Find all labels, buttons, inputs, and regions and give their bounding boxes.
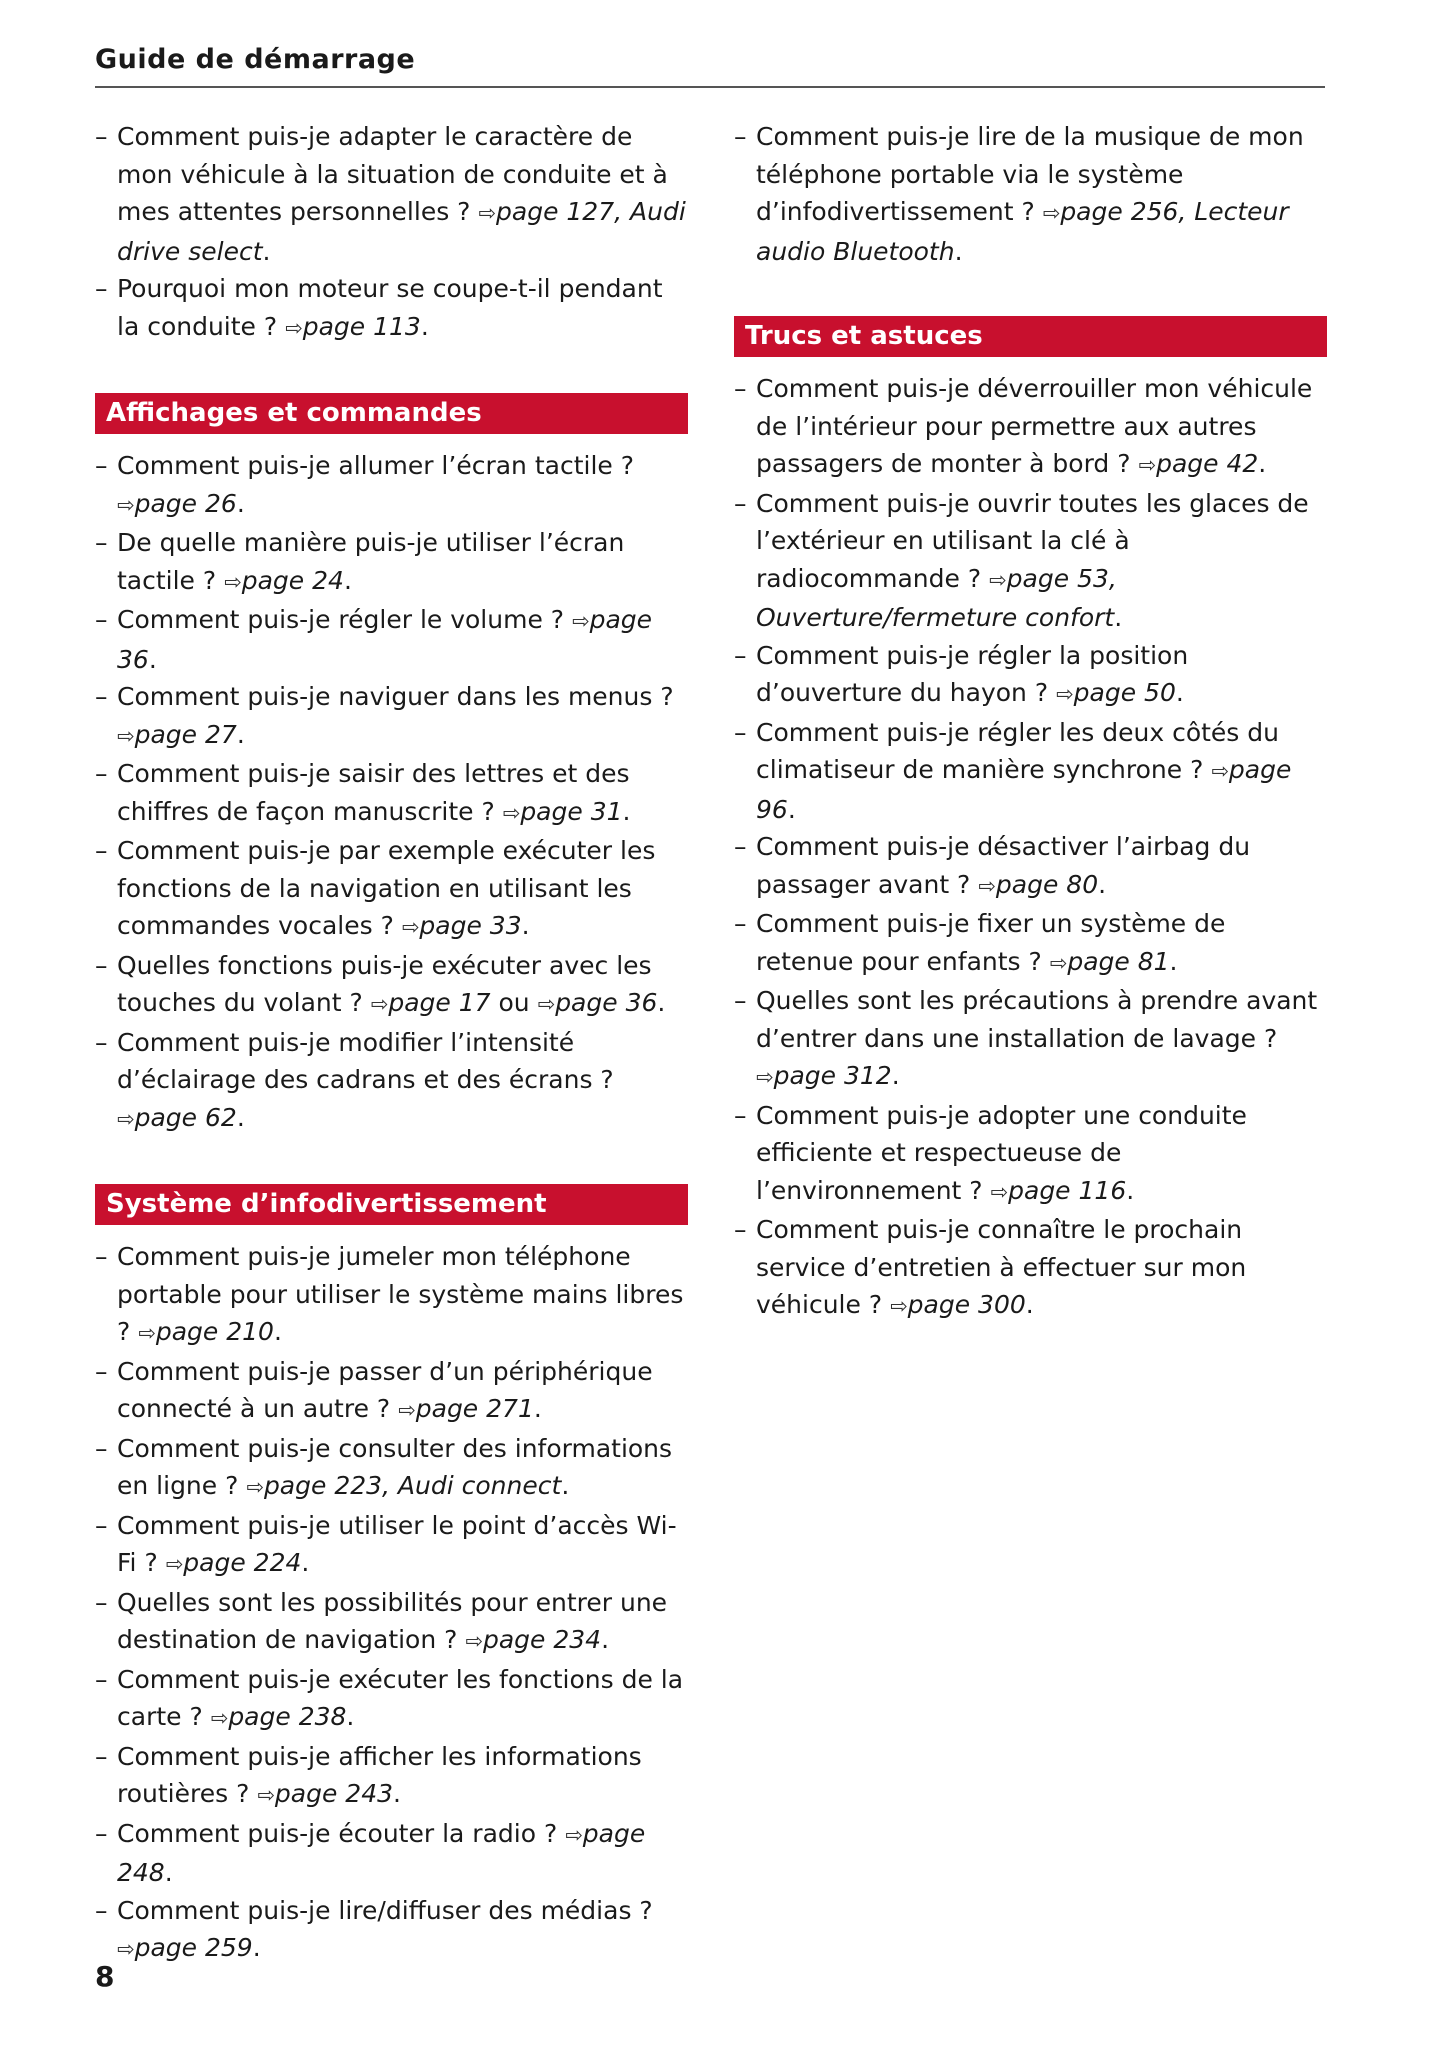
page-reference-link[interactable]: page 24 — [241, 565, 344, 595]
cross-reference-arrow-icon: ⇨ — [565, 1822, 583, 1847]
list-dash: – — [95, 528, 108, 557]
right-column — [734, 118, 1327, 1372]
question-item — [95, 1353, 688, 1430]
question-text: Comment puis-je naviguer dans les menus ? — [117, 682, 674, 711]
question-text: Comment puis-je désactiver l’airbag du passager avant ? — [756, 832, 1251, 899]
page-reference-link[interactable]: page 248 — [117, 1818, 646, 1887]
list-dash: – — [734, 488, 747, 518]
cross-reference-arrow-icon: ⇨ — [117, 1937, 135, 1961]
sentence-end: . — [1175, 678, 1184, 707]
list-dash: – — [95, 1510, 108, 1540]
question-text: Comment puis-je adapter le caractère de mon véhicule à la situation de conduite et à mes attentes personnelles ? — [117, 122, 668, 226]
list-dash: – — [95, 759, 108, 788]
page-reference-link[interactable]: page 62 — [134, 1102, 237, 1132]
question-text: Comment puis-je afficher les informations routières ? — [117, 1741, 642, 1808]
page-reference-link[interactable]: page 238 — [228, 1702, 347, 1731]
cross-reference-arrow-icon: ⇨ — [1049, 950, 1068, 975]
question-text: Pourquoi mon moteur se coupe-t-il pendant la conduite ? — [117, 274, 663, 341]
sentence-end: . — [346, 1702, 355, 1731]
cross-reference-arrow-icon: ⇨ — [370, 992, 389, 1016]
sentence-end: . — [148, 644, 157, 674]
page-reference-link[interactable]: page 271 — [415, 1394, 534, 1423]
sentence-end: . — [1114, 603, 1123, 632]
page-reference-link[interactable]: page 243 — [274, 1779, 394, 1808]
sentence-end: . — [1258, 449, 1267, 478]
page-reference-link[interactable]: page 17 — [388, 988, 491, 1017]
question-item — [95, 118, 688, 270]
question-item — [95, 447, 688, 524]
page-reference-link[interactable]: page 259 — [134, 1933, 253, 1962]
question-text: Comment puis-je allumer l’écran tactile ? — [117, 451, 634, 480]
connector-text: ou — [498, 988, 530, 1017]
question-item — [734, 370, 1327, 485]
page-reference-link[interactable]: page 53, Ouverture/fermeture confort — [756, 563, 1117, 632]
page-reference-link[interactable]: page 224 — [183, 1548, 302, 1577]
page-number: 8 — [95, 1960, 115, 1993]
cross-reference-arrow-icon: ⇨ — [224, 569, 242, 594]
question-text: Comment puis-je régler le volume ? — [117, 605, 565, 634]
cross-reference-arrow-icon: ⇨ — [257, 1783, 275, 1807]
question-item — [734, 118, 1327, 270]
sentence-end: . — [420, 311, 429, 341]
question-list — [95, 1238, 688, 1969]
list-dash: – — [734, 909, 747, 938]
section-header: Système d’infodivertissement — [95, 1184, 688, 1225]
cross-reference-arrow-icon: ⇨ — [756, 1065, 774, 1089]
question-list — [734, 118, 1327, 270]
page-reference-link[interactable]: page 210 — [155, 1317, 274, 1346]
sentence-end: . — [521, 911, 530, 940]
question-item — [734, 1097, 1327, 1212]
list-dash: – — [95, 1741, 108, 1771]
page-reference-link[interactable]: page 27 — [134, 719, 237, 749]
cross-reference-arrow-icon: ⇨ — [478, 201, 497, 225]
list-dash: – — [734, 717, 747, 747]
question-text: Quelles fonctions puis-je exécuter avec les touches du volant ? — [117, 950, 652, 1017]
question-item — [95, 601, 688, 678]
question-item — [95, 1815, 688, 1892]
cross-reference-arrow-icon: ⇨ — [285, 315, 303, 340]
question-text: Comment puis-je adopter une conduite efficiente et respectueuse de l’environnement ? — [756, 1100, 1247, 1205]
sentence-end: . — [561, 1471, 570, 1500]
question-text: Comment puis-je régler les deux côtés du climatiseur de manière synchrone ? — [756, 717, 1279, 784]
question-item — [734, 982, 1327, 1097]
list-dash: – — [95, 1242, 108, 1271]
faq-section — [95, 1184, 688, 1969]
question-text: Comment puis-je exécuter les fonctions de la carte ? — [117, 1664, 684, 1731]
question-text: Comment puis-je écouter la radio ? — [117, 1818, 558, 1848]
cross-reference-arrow-icon: ⇨ — [401, 915, 420, 939]
faq-section — [95, 393, 688, 1138]
question-item — [95, 1584, 688, 1661]
sentence-end: . — [262, 236, 271, 266]
cross-reference-arrow-icon: ⇨ — [117, 1106, 135, 1131]
sentence-end: . — [601, 1625, 610, 1654]
cross-reference-arrow-icon: ⇨ — [978, 873, 996, 898]
question-item — [95, 524, 688, 601]
list-dash: – — [95, 1433, 108, 1463]
question-item — [95, 1507, 688, 1584]
page-reference-link[interactable]: page 31 — [520, 796, 623, 826]
question-list — [95, 447, 688, 1138]
question-item — [95, 1738, 688, 1815]
page-reference-link[interactable]: page 50 — [1073, 678, 1176, 707]
list-dash: – — [95, 1895, 108, 1925]
list-dash: – — [95, 451, 108, 480]
cross-reference-arrow-icon: ⇨ — [210, 1706, 229, 1730]
question-text: Quelles sont les précautions à prendre avant d’entrer dans une installation de lavage ? — [756, 986, 1318, 1053]
list-dash: – — [95, 605, 108, 634]
question-item — [95, 1024, 688, 1139]
sentence-end: . — [1126, 1175, 1135, 1205]
question-item — [95, 832, 688, 947]
sentence-end: . — [164, 1858, 173, 1887]
question-text: Comment puis-je fixer un système de retenue pour enfants ? — [756, 909, 1226, 976]
question-text: Comment puis-je déverrouiller mon véhicule de l’intérieur pour permettre aux autres passagers de monter à bord ? — [756, 374, 1313, 478]
sentence-end: . — [236, 488, 245, 518]
sentence-end: . — [954, 236, 963, 266]
cross-reference-arrow-icon: ⇨ — [890, 1294, 908, 1318]
sentence-end: . — [273, 1317, 282, 1346]
cross-reference-arrow-icon: ⇨ — [1056, 682, 1074, 706]
list-dash: – — [95, 950, 108, 980]
page-reference-link[interactable]: page 96 — [756, 755, 1292, 824]
page-reference-link[interactable]: page 81 — [1067, 946, 1170, 976]
question-item — [95, 1661, 688, 1738]
list-dash: – — [95, 1027, 108, 1057]
question-text: Comment puis-je consulter des informations en ligne ? — [117, 1433, 673, 1500]
page-reference-link[interactable]: page 234 — [482, 1625, 602, 1654]
cross-reference-arrow-icon: ⇨ — [572, 609, 590, 633]
sentence-end: . — [1025, 1290, 1034, 1319]
faq-section — [734, 316, 1327, 1326]
sentence-end: . — [1098, 869, 1107, 899]
page-reference-link[interactable]: page 36 — [117, 605, 653, 674]
sentence-end: . — [236, 1102, 245, 1132]
list-dash: – — [734, 122, 747, 151]
sentence-end: . — [393, 1779, 401, 1808]
cross-reference-arrow-icon: ⇨ — [117, 492, 135, 517]
cross-reference-arrow-icon: ⇨ — [246, 1475, 264, 1499]
question-item — [95, 947, 688, 1024]
left-column — [95, 118, 688, 2015]
page-reference-link[interactable]: page 42 — [1156, 449, 1259, 478]
sentence-end: . — [301, 1548, 310, 1577]
question-item — [734, 905, 1327, 982]
question-item — [95, 1892, 688, 1969]
question-text: Comment puis-je utiliser le point d’accès Wi-Fi ? — [117, 1510, 677, 1577]
cross-reference-arrow-icon: ⇨ — [989, 567, 1007, 592]
question-list — [734, 370, 1327, 1326]
question-item — [734, 1211, 1327, 1326]
question-item — [95, 1430, 688, 1507]
question-text: Comment puis-je ouvrir toutes les glaces de l’extérieur en utilisant la clé à radiocommande ? — [756, 488, 1309, 593]
page-reference-link[interactable]: page 26 — [134, 488, 237, 518]
faq-section — [734, 118, 1327, 270]
list-dash: – — [734, 832, 747, 861]
page-reference-link[interactable]: page 80 — [995, 869, 1099, 899]
sentence-end: . — [252, 1933, 261, 1962]
question-text: Comment puis-je modifier l’intensité d’éclairage des cadrans et des écrans ? — [117, 1027, 614, 1094]
list-dash: – — [95, 274, 108, 303]
question-text: Comment puis-je lire de la musique de mon téléphone portable via le système d’infodivertissement ? — [756, 122, 1304, 226]
list-dash: – — [95, 122, 108, 151]
cross-reference-arrow-icon: ⇨ — [117, 723, 135, 748]
sentence-end: . — [787, 794, 796, 824]
list-dash: – — [95, 1664, 108, 1694]
question-text: De quelle manière puis-je utiliser l’écran tactile ? — [117, 528, 625, 595]
list-dash: – — [95, 1587, 108, 1617]
question-item — [734, 637, 1327, 714]
question-text: Comment puis-je passer d’un périphérique connecté à un autre ? — [117, 1356, 653, 1423]
cross-reference-arrow-icon: ⇨ — [165, 1552, 184, 1576]
sentence-end: . — [236, 719, 245, 749]
cross-reference-arrow-icon: ⇨ — [502, 800, 521, 825]
cross-reference-arrow-icon: ⇨ — [138, 1321, 156, 1345]
section-header: Trucs et astuces — [734, 316, 1327, 357]
list-dash: – — [734, 640, 747, 670]
question-text: Comment puis-je régler la position d’ouverture du hayon ? — [756, 640, 1189, 707]
question-item — [734, 714, 1327, 829]
question-text: Comment puis-je jumeler mon téléphone portable pour utiliser le système mains libres ? — [117, 1242, 684, 1346]
page-reference-link[interactable]: page 36 — [555, 988, 658, 1017]
list-dash: – — [95, 682, 108, 711]
cross-reference-arrow-icon: ⇨ — [1211, 759, 1229, 783]
header-divider — [95, 86, 1325, 88]
cross-reference-arrow-icon: ⇨ — [990, 1179, 1009, 1204]
sentence-end: . — [891, 1061, 900, 1090]
page-reference-link[interactable]: page 223, Audi connect — [263, 1471, 562, 1500]
cross-reference-arrow-icon: ⇨ — [1138, 453, 1157, 477]
faq-section — [95, 118, 688, 347]
question-list — [95, 118, 688, 347]
section-header: Affichages et commandes — [95, 393, 688, 434]
sentence-end: . — [657, 988, 666, 1017]
question-text: Comment puis-je saisir des lettres et des chiffres de façon manuscrite ? — [117, 759, 630, 826]
cross-reference-arrow-icon: ⇨ — [465, 1629, 483, 1653]
cross-reference-arrow-icon: ⇨ — [398, 1398, 416, 1422]
question-item — [734, 485, 1327, 637]
cross-reference-arrow-icon: ⇨ — [537, 992, 556, 1016]
question-text: Comment puis-je connaître le prochain service d’entretien à effectuer sur mon véhicule ? — [756, 1215, 1247, 1319]
page-reference-link[interactable]: page 300 — [907, 1290, 1026, 1319]
running-header-title: Guide de démarrage — [95, 44, 416, 75]
page-reference-link[interactable]: page 127, Audi drive select — [117, 197, 686, 266]
page-reference-link[interactable]: page 113 — [302, 311, 421, 341]
list-dash: – — [734, 1215, 747, 1244]
question-text: Comment puis-je lire/diffuser des médias ? — [117, 1895, 653, 1925]
question-item — [95, 1238, 688, 1353]
list-dash: – — [734, 374, 747, 403]
question-item — [734, 828, 1327, 905]
sentence-end: . — [1169, 946, 1178, 976]
question-item — [95, 678, 688, 755]
page-reference-link[interactable]: page 116 — [1008, 1175, 1127, 1205]
list-dash: – — [95, 836, 108, 865]
question-item — [95, 270, 688, 347]
list-dash: – — [95, 1818, 108, 1848]
page-reference-link[interactable]: page 256, Lecteur audio Bluetooth — [756, 197, 1289, 266]
page-reference-link[interactable]: page 312 — [773, 1061, 892, 1090]
question-text: Comment puis-je par exemple exécuter les fonctions de la navigation en utilisant les commandes vocales ? — [117, 836, 656, 940]
cross-reference-arrow-icon: ⇨ — [1042, 201, 1061, 225]
sentence-end: . — [622, 796, 631, 826]
list-dash: – — [95, 1356, 108, 1386]
sentence-end: . — [343, 565, 352, 595]
list-dash: – — [734, 986, 747, 1015]
sentence-end: . — [533, 1394, 542, 1423]
list-dash: – — [734, 1100, 747, 1130]
question-text: Quelles sont les possibilités pour entrer une destination de navigation ? — [117, 1587, 668, 1654]
question-item — [95, 755, 688, 832]
page-reference-link[interactable]: page 33 — [419, 911, 522, 940]
